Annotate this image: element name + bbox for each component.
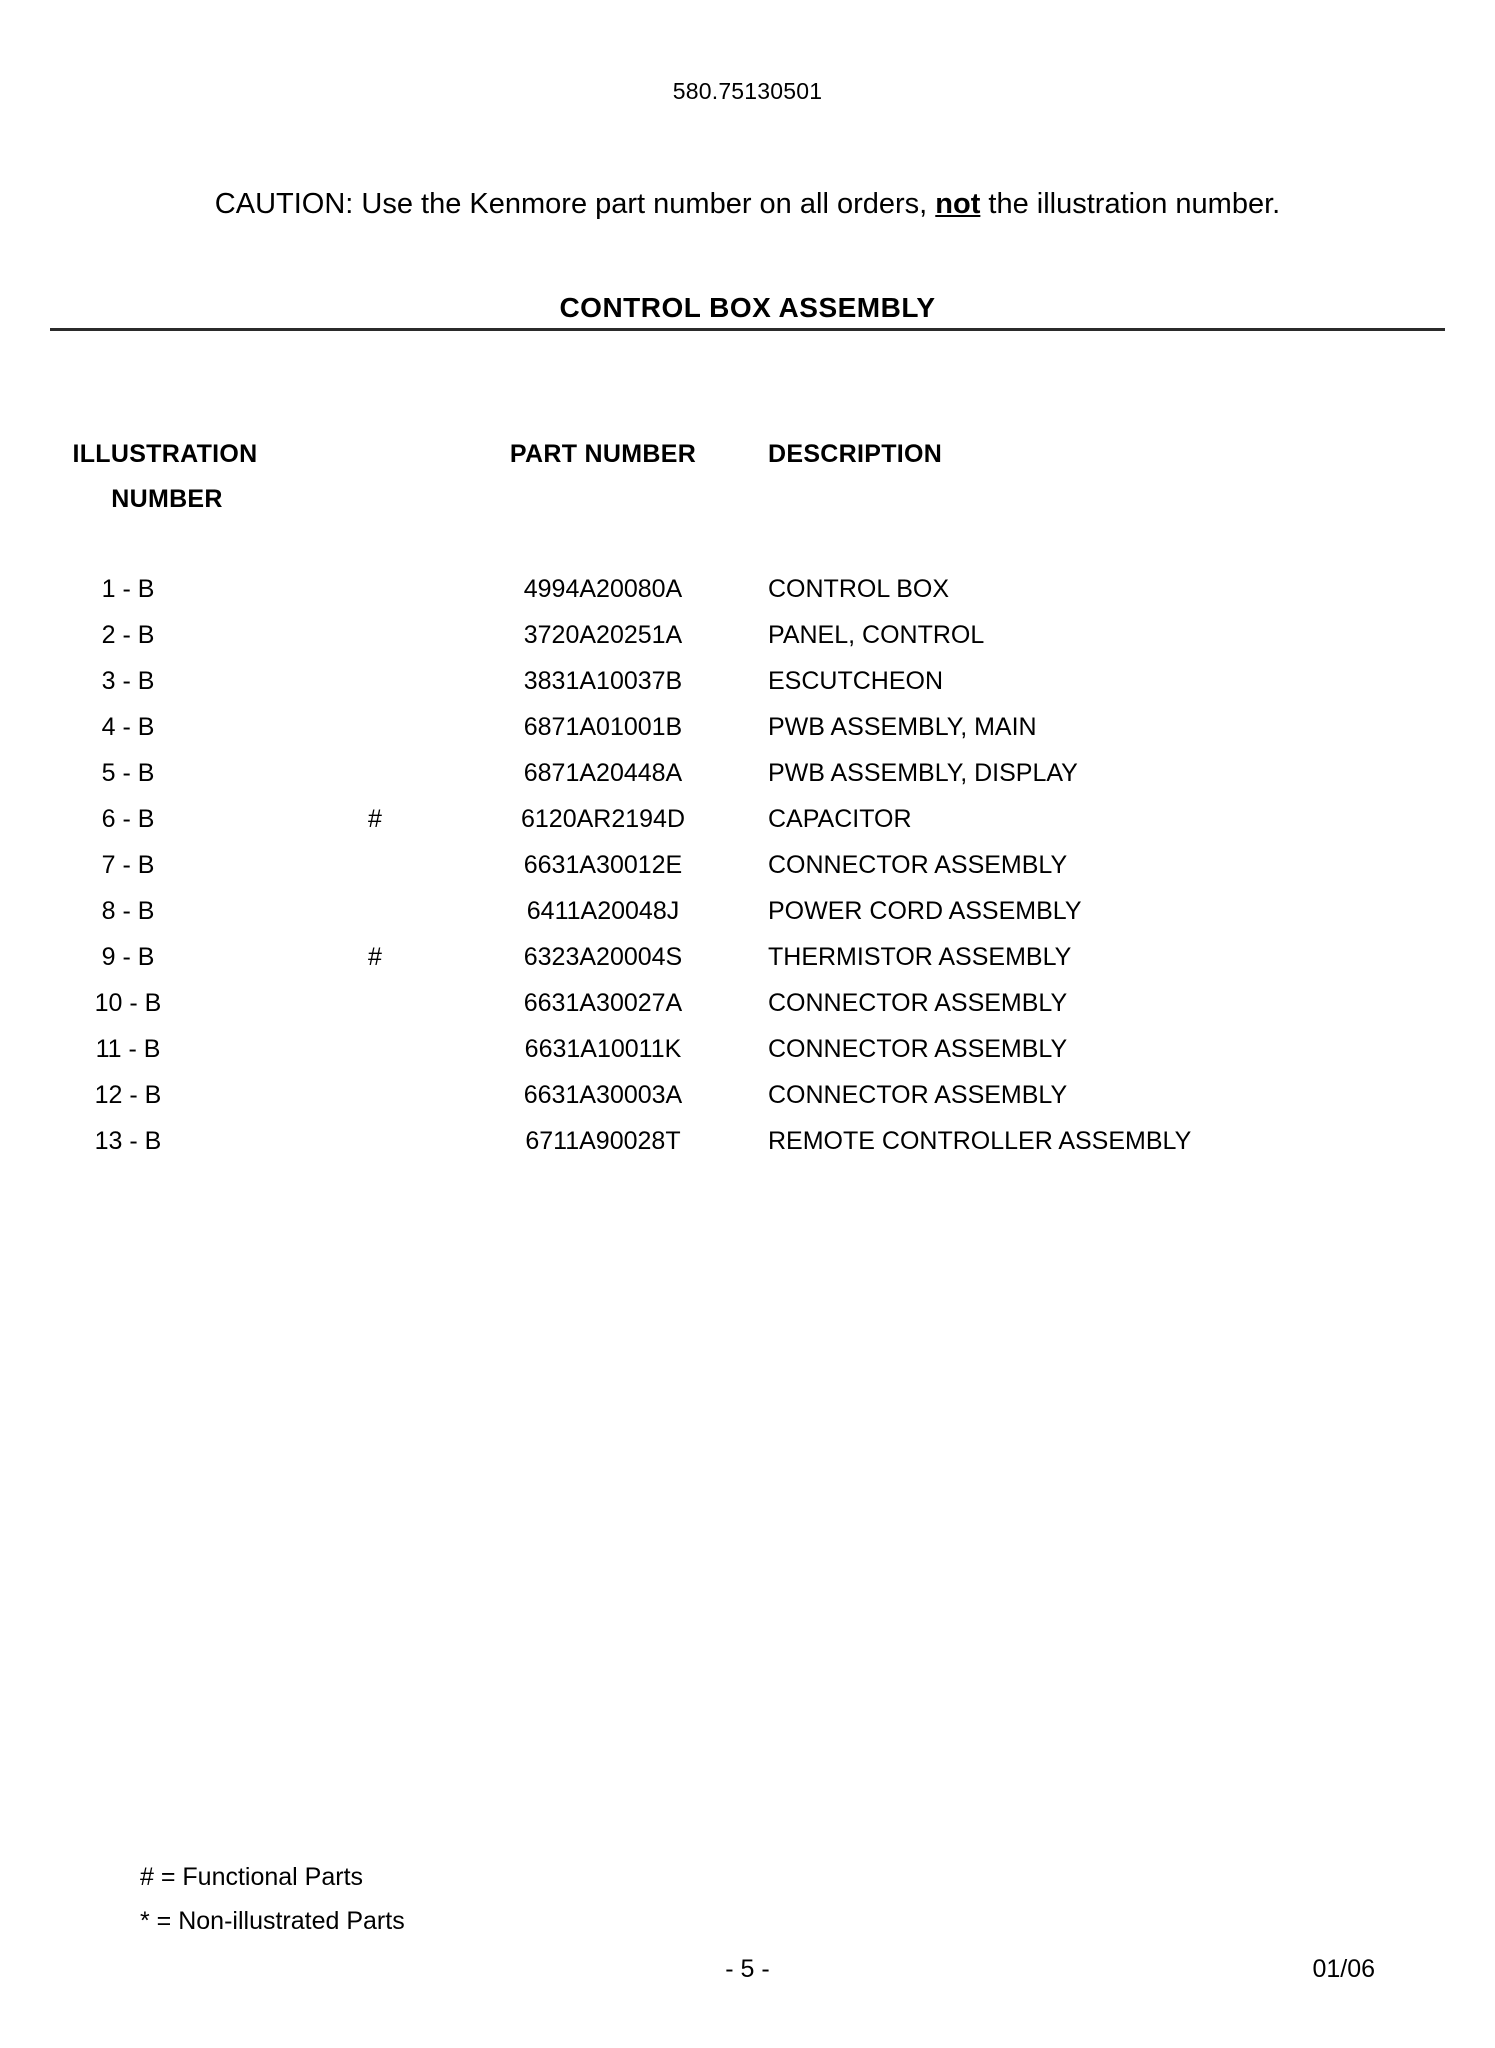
table-header-row	[0, 432, 1495, 522]
revision-date: 01/06	[1312, 1955, 1375, 1983]
cell-description: ESCUTCHEON	[768, 667, 944, 695]
table-row	[0, 613, 1495, 659]
spacer-cell	[330, 522, 450, 567]
legend-non-illustrated-parts: * = Non-illustrated Parts	[140, 1907, 405, 1935]
legend	[140, 1855, 405, 1943]
column-header-illustration-sublabel: NUMBER	[111, 485, 223, 513]
cell-part-number: 3831A10037B	[523, 667, 683, 695]
cell-illustration-number: 2 - B	[101, 621, 155, 649]
page-title: CONTROL BOX ASSEMBLY	[559, 292, 936, 323]
cell-part-number: 6631A30012E	[523, 851, 683, 879]
page-number: - 5 -	[725, 1955, 770, 1983]
cell-description: PWB ASSEMBLY, MAIN	[768, 713, 1037, 741]
cell-illustration-number: 6 - B	[101, 805, 155, 833]
column-header-mark	[330, 432, 450, 522]
cell-part-number: 6871A01001B	[523, 713, 683, 741]
cell-description: PWB ASSEMBLY, DISPLAY	[768, 759, 1078, 787]
table-row	[0, 705, 1495, 751]
cell-functional-mark	[330, 981, 450, 1027]
parts-list-table	[0, 432, 1495, 1165]
cell-functional-mark	[330, 751, 450, 797]
cell-part-number: 6871A20448A	[523, 759, 683, 787]
table-row	[0, 889, 1495, 935]
cell-functional-mark: #	[368, 805, 382, 833]
cell-description: CONNECTOR ASSEMBLY	[768, 1081, 1068, 1109]
table-row	[0, 797, 1495, 843]
cell-part-number: 6631A30003A	[523, 1081, 683, 1109]
cell-illustration-number: 3 - B	[101, 667, 155, 695]
table-row	[0, 659, 1495, 705]
cell-illustration-number: 13 - B	[94, 1127, 162, 1155]
cell-illustration-number: 4 - B	[101, 713, 155, 741]
table-row	[0, 935, 1495, 981]
legend-functional-parts: # = Functional Parts	[140, 1863, 364, 1891]
page-footer	[0, 1955, 1495, 1995]
spacer-cell	[750, 522, 1495, 567]
model-number: 580.75130501	[672, 78, 823, 104]
cell-illustration-number: 12 - B	[94, 1081, 162, 1109]
column-header-part-number: PART NUMBER	[509, 440, 697, 468]
cell-functional-mark	[330, 889, 450, 935]
cell-functional-mark	[330, 843, 450, 889]
cell-part-number: 4994A20080A	[523, 575, 683, 603]
spacer-cell	[450, 522, 750, 567]
cell-part-number: 3720A20251A	[523, 621, 683, 649]
table-row	[0, 1073, 1495, 1119]
table-row	[0, 751, 1495, 797]
cell-illustration-number: 8 - B	[101, 897, 155, 925]
column-header-illustration-number	[0, 432, 330, 522]
caution-emphasis: not	[935, 188, 981, 220]
cell-part-number: 6631A30027A	[523, 989, 683, 1017]
cell-illustration-number: 9 - B	[101, 943, 155, 971]
cell-description: PANEL, CONTROL	[768, 621, 985, 649]
cell-description: CONNECTOR ASSEMBLY	[768, 989, 1068, 1017]
cell-functional-mark	[330, 1073, 450, 1119]
cell-description: THERMISTOR ASSEMBLY	[768, 943, 1072, 971]
cell-description: REMOTE CONTROLLER ASSEMBLY	[768, 1127, 1192, 1155]
spacer-cell	[0, 522, 330, 567]
cell-functional-mark	[330, 567, 450, 613]
table-row	[0, 567, 1495, 613]
cell-illustration-number: 7 - B	[101, 851, 155, 879]
cell-description: POWER CORD ASSEMBLY	[768, 897, 1082, 925]
cell-illustration-number: 10 - B	[94, 989, 162, 1017]
cell-functional-mark	[330, 705, 450, 751]
caution-text-before: CAUTION: Use the Kenmore part number on all orders,	[214, 188, 928, 220]
caution-text-after: the illustration number.	[988, 188, 1281, 220]
column-header-description: DESCRIPTION	[768, 440, 943, 468]
cell-functional-mark	[330, 1027, 450, 1073]
cell-functional-mark	[330, 613, 450, 659]
cell-part-number: 6411A20048J	[526, 897, 680, 925]
cell-part-number: 6120AR2194D	[520, 805, 685, 833]
cell-illustration-number: 1 - B	[101, 575, 155, 603]
table-row	[0, 1119, 1495, 1165]
caution-notice	[0, 188, 1495, 221]
table-header	[0, 432, 1495, 567]
cell-description: CONTROL BOX	[768, 575, 950, 603]
cell-part-number: 6711A90028T	[525, 1127, 681, 1155]
cell-description: CAPACITOR	[768, 805, 912, 833]
cell-description: CONNECTOR ASSEMBLY	[768, 851, 1068, 879]
table-body	[0, 567, 1495, 1165]
cell-functional-mark	[330, 659, 450, 705]
table-row	[0, 981, 1495, 1027]
parts-table	[0, 432, 1495, 1165]
title-divider	[50, 328, 1445, 331]
table-row	[0, 843, 1495, 889]
cell-functional-mark: #	[368, 943, 382, 971]
cell-part-number: 6631A10011K	[524, 1035, 682, 1063]
table-row	[0, 1027, 1495, 1073]
column-header-illustration-label: ILLUSTRATION	[72, 440, 258, 468]
cell-functional-mark	[330, 1119, 450, 1165]
cell-description: CONNECTOR ASSEMBLY	[768, 1035, 1068, 1063]
cell-illustration-number: 11 - B	[95, 1035, 161, 1063]
table-header-spacer	[0, 522, 1495, 567]
cell-illustration-number: 5 - B	[101, 759, 155, 787]
cell-part-number: 6323A20004S	[523, 943, 683, 971]
